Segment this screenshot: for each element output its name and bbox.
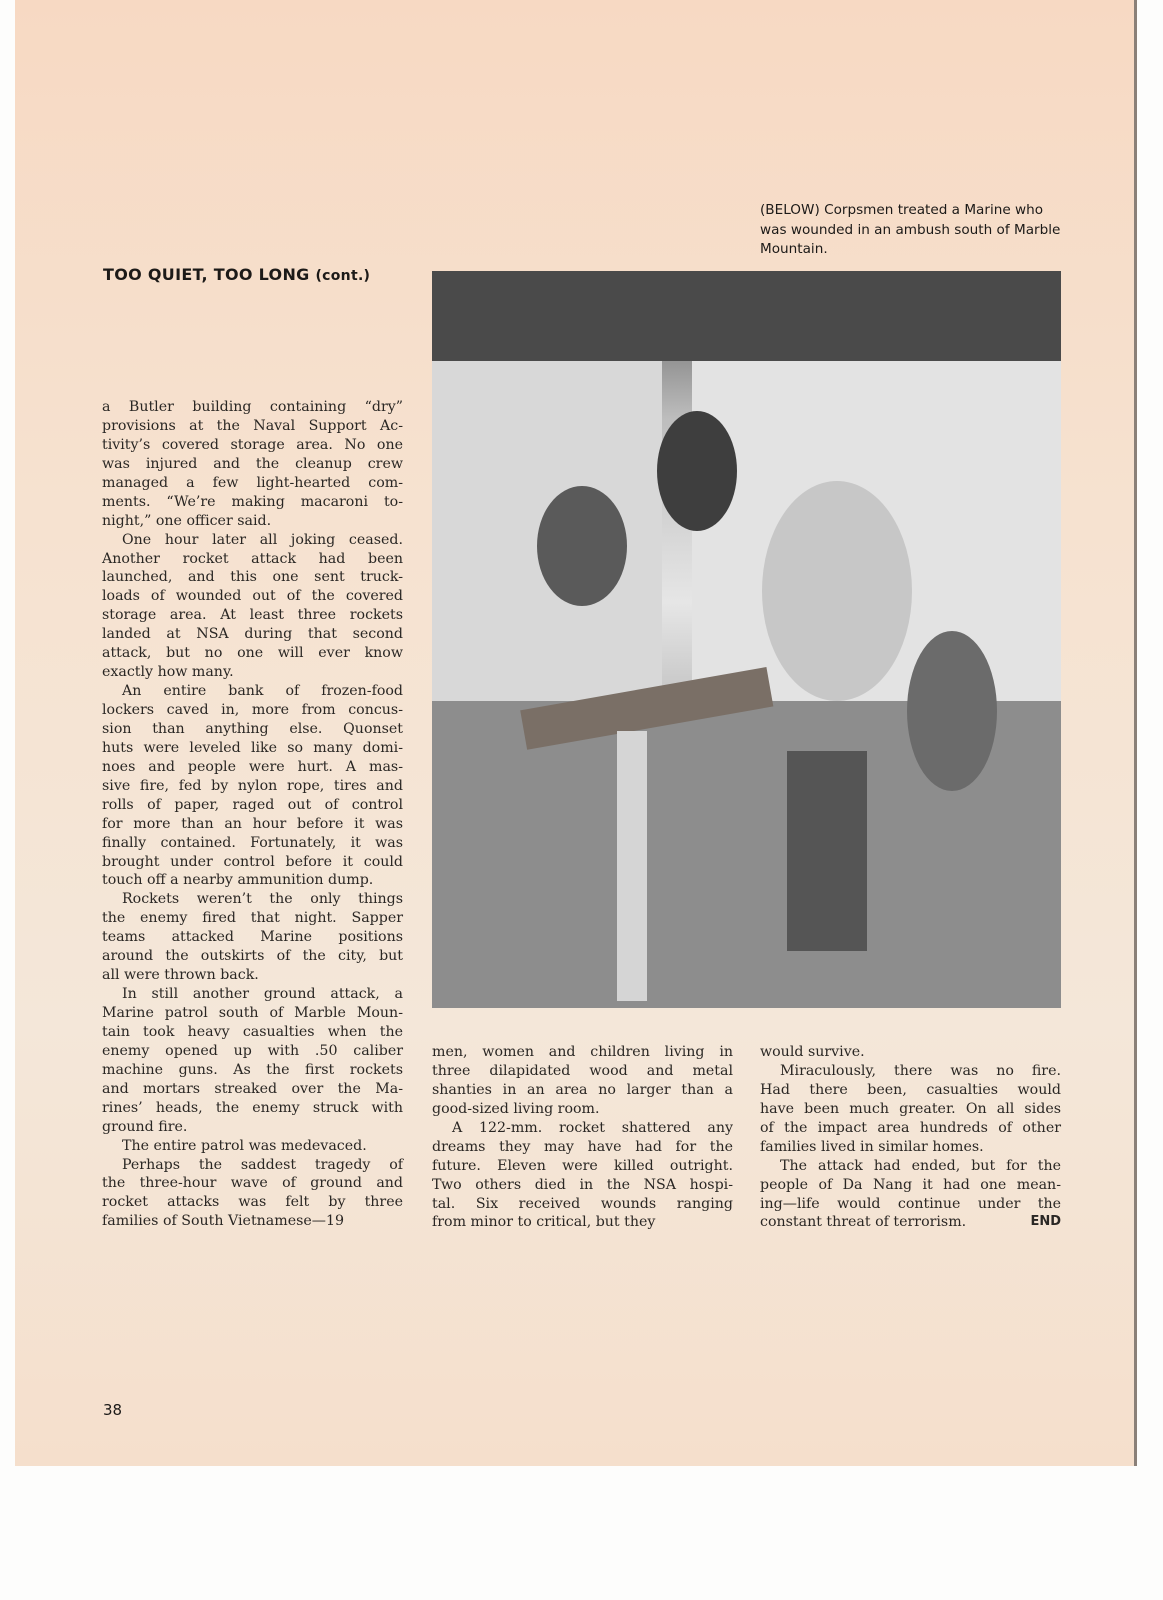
headline-title: TOO QUIET, TOO LONG [103, 265, 310, 284]
line-text: Had there been, casualties would [760, 1081, 1061, 1098]
line-text: and mortars streaked over the Ma- [102, 1080, 403, 1097]
line-text: rines’ heads, the enemy struck with [102, 1099, 403, 1116]
text-line [432, 1213, 733, 1232]
page-number: 38 [103, 1401, 123, 1419]
line-text: lockers caved in, more from concus- [102, 702, 403, 718]
line-text: ments. “We’re making macaroni to- [102, 493, 403, 510]
line-text: have been much greater. On all sides [760, 1100, 1061, 1117]
paragraph [432, 1119, 733, 1233]
line-text: Perhaps the saddest tragedy of [122, 1156, 403, 1173]
text-line [760, 1100, 1061, 1119]
text-line [102, 625, 403, 644]
text-line [432, 1081, 733, 1100]
text-line [102, 947, 403, 966]
text-line [432, 1138, 733, 1157]
text-line [102, 1174, 403, 1193]
text-line [102, 890, 403, 909]
line-text: men, women and children living in [432, 1044, 733, 1060]
line-text: Another rocket attack had been [102, 550, 403, 567]
paragraph [102, 890, 403, 985]
line-text: three dilapidated wood and metal [432, 1062, 733, 1079]
text-line [102, 474, 403, 493]
line-text: Marine patrol south of Marble Moun- [102, 1005, 403, 1021]
text-line [102, 531, 403, 550]
text-line [432, 1062, 733, 1081]
line-text: sive fire, fed by nylon rope, tires and [102, 777, 403, 794]
text-line [760, 1062, 1061, 1081]
line-text: was injured and the cleanup crew [102, 455, 403, 472]
line-text: noes and people were hurt. A mas- [102, 758, 403, 775]
text-line [432, 1043, 733, 1062]
paragraph [432, 1043, 733, 1119]
line-text: machine guns. As the first rockets [102, 1061, 403, 1078]
line-text: night,” one officer said. [102, 512, 272, 529]
text-line [760, 1119, 1061, 1138]
text-column-2 [432, 1043, 733, 1232]
text-line [102, 871, 403, 890]
headline-continued: (cont.) [315, 268, 371, 284]
text-line [102, 1004, 403, 1023]
line-text: finally contained. Fortunately, it was [102, 834, 403, 851]
paragraph [102, 682, 403, 890]
paragraph [102, 398, 403, 531]
line-text: the three-hour wave of ground and [102, 1175, 403, 1192]
text-line [102, 1099, 403, 1118]
line-text: One hour later all joking ceased. [122, 531, 403, 548]
line-text: huts were leveled like so many domi- [102, 739, 403, 756]
text-line [102, 928, 403, 947]
text-line [760, 1157, 1061, 1176]
line-text: teams attacked Marine positions [102, 929, 403, 946]
text-line [102, 834, 403, 853]
line-text: sion than anything else. Quonset [102, 720, 403, 737]
text-line [102, 777, 403, 796]
text-line [102, 1042, 403, 1061]
text-line [760, 1138, 1061, 1157]
line-text: tal. Six received wounds ranging [432, 1195, 733, 1212]
line-text: a Butler building containing “dry” [102, 399, 403, 415]
line-text: rocket attacks was felt by three [102, 1194, 403, 1211]
line-text: provisions at the Naval Support Ac- [102, 417, 403, 434]
text-line [432, 1195, 733, 1214]
line-text: constant threat of terrorism. [760, 1214, 967, 1231]
line-text: people of Da Nang it had one mean- [760, 1176, 1061, 1193]
text-line [102, 739, 403, 758]
text-line [102, 909, 403, 928]
text-line [102, 606, 403, 625]
line-text: touch off a nearby ammunition dump. [102, 872, 374, 889]
line-text: landed at NSA during that second [102, 626, 403, 643]
line-text: tivity’s covered storage area. No one [102, 436, 403, 453]
text-line [102, 493, 403, 512]
line-text: tain took heavy casualties when the [102, 1023, 403, 1040]
text-line [102, 701, 403, 720]
line-text: brought under control before it could [102, 853, 403, 870]
paragraph [102, 1156, 403, 1232]
paragraph [102, 1137, 403, 1156]
line-text: around the outskirts of the city, but [102, 948, 403, 965]
text-line [102, 1061, 403, 1080]
line-text: loads of wounded out of the covered [102, 588, 403, 605]
line-text: storage area. At least three rockets [102, 607, 403, 624]
line-text: all were thrown back. [102, 967, 259, 984]
text-line [102, 587, 403, 606]
text-line [102, 796, 403, 815]
text-line [432, 1119, 733, 1138]
text-line [102, 985, 403, 1004]
paragraph [102, 531, 403, 683]
end-mark: END [1030, 1214, 1061, 1230]
line-text: for more than an hour before it was [102, 815, 403, 832]
line-text: Rockets weren’t the only things [122, 891, 403, 908]
paragraph [760, 1043, 1061, 1062]
text-line [102, 455, 403, 474]
paragraph [760, 1157, 1061, 1233]
text-line [102, 512, 403, 531]
text-line [432, 1100, 733, 1119]
text-line [432, 1176, 733, 1195]
text-line [102, 1212, 403, 1231]
line-text: Miraculously, there was no fire. [780, 1062, 1061, 1079]
text-line [102, 1137, 403, 1156]
text-line [102, 1156, 403, 1175]
line-text: The attack had ended, but for the [780, 1157, 1061, 1174]
line-text: The entire patrol was medevaced. [122, 1137, 367, 1154]
text-line [102, 417, 403, 436]
line-text: In still another ground attack, a [122, 986, 403, 1003]
text-line [760, 1081, 1061, 1100]
photo-caption: (BELOW) Corpsmen treated a Marine who was wounded in an ambush south of Marble Mountain. [760, 202, 1061, 257]
text-line [102, 1023, 403, 1042]
line-text: managed a few light-hearted com- [102, 474, 403, 491]
line-text: An entire bank of frozen-food [122, 683, 403, 700]
text-line [102, 720, 403, 739]
text-line [102, 758, 403, 777]
line-text: attack, but no one will ever know [102, 645, 403, 662]
page-edge [1134, 0, 1137, 1466]
text-line [102, 550, 403, 569]
text-line [102, 663, 403, 682]
line-text: ing—life would continue under the [760, 1195, 1061, 1212]
line-text: ground fire. [102, 1118, 188, 1135]
text-line [102, 398, 403, 417]
text-line [760, 1213, 1061, 1232]
text-line [760, 1176, 1061, 1195]
line-text: families of South Vietnamese—19 [102, 1213, 345, 1230]
line-text: of the impact area hundreds of other [760, 1119, 1061, 1136]
line-text: from minor to critical, but they [432, 1214, 656, 1231]
line-text: families lived in similar homes. [760, 1138, 984, 1155]
line-text: rolls of paper, raged out of control [102, 796, 403, 813]
line-text: enemy opened up with .50 caliber [102, 1042, 403, 1059]
photo-illustration [432, 271, 1061, 1008]
text-column-1 [102, 398, 403, 1231]
text-line [102, 1193, 403, 1212]
text-line [102, 966, 403, 985]
line-text: Two others died in the NSA hospi- [432, 1176, 733, 1193]
text-column-3 [760, 1043, 1061, 1232]
line-text: A 122-mm. rocket shattered any [452, 1119, 733, 1136]
text-line [102, 682, 403, 701]
text-line [102, 436, 403, 455]
text-line [432, 1157, 733, 1176]
line-text: future. Eleven were killed outright. [432, 1157, 733, 1174]
line-text: exactly how many. [102, 664, 234, 681]
article-headline [103, 265, 370, 284]
paragraph [102, 985, 403, 1137]
text-line [102, 1080, 403, 1099]
text-line [102, 644, 403, 663]
line-text: launched, and this one sent truck- [102, 569, 403, 586]
text-line [102, 1118, 403, 1137]
line-text: dreams they may have had for the [432, 1138, 733, 1155]
line-text: the enemy fired that night. Sapper [102, 910, 403, 927]
text-line [102, 853, 403, 872]
text-line [102, 568, 403, 587]
line-text: would survive. [760, 1044, 865, 1060]
text-line [760, 1043, 1061, 1062]
article-photo [432, 271, 1061, 1008]
line-text: shanties in an area no larger than a [432, 1081, 733, 1098]
text-line [760, 1195, 1061, 1214]
text-line [102, 815, 403, 834]
line-text: good-sized living room. [432, 1100, 600, 1117]
paragraph [760, 1062, 1061, 1157]
